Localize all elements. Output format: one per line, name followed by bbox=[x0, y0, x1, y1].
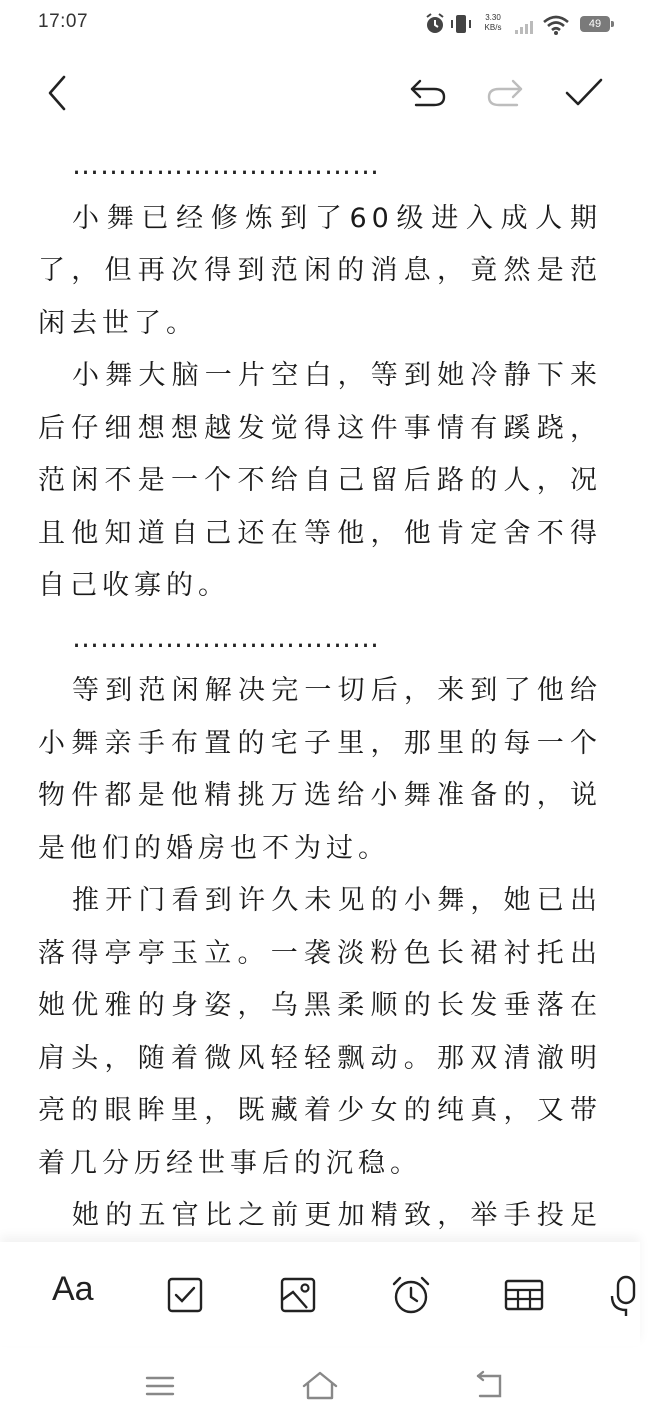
image-icon bbox=[275, 1272, 321, 1318]
status-time: 17:07 bbox=[38, 11, 89, 32]
editor-toolbar bbox=[0, 60, 640, 126]
done-check-icon bbox=[562, 71, 606, 115]
nav-back-button[interactable] bbox=[470, 1368, 510, 1404]
back-button[interactable] bbox=[36, 71, 80, 115]
voice-button[interactable] bbox=[610, 1272, 640, 1318]
home-button[interactable] bbox=[300, 1368, 340, 1404]
font-button[interactable] bbox=[52, 1270, 94, 1309]
table-icon bbox=[501, 1272, 547, 1318]
separator-dots: …………………………… bbox=[72, 622, 380, 654]
status-icons bbox=[420, 12, 620, 38]
paragraph: 小舞大脑一片空白，等到她冷静下来后仔细想想越发觉得这件事情有蹊跷，范闲不是一个不给自己留后路的人，况且他知道自己还在等他，他肯定舍不得自己收寡的。 bbox=[38, 360, 602, 601]
redo-button[interactable] bbox=[483, 71, 527, 115]
paragraph: 等到范闲解决完一切后，来到了他给小舞亲手布置的宅子里，那里的每一个物件都是他精挑万选给小舞准备的，说是他们的婚房也不为过。 bbox=[38, 675, 602, 864]
back-arrow-icon bbox=[36, 71, 80, 115]
system-nav-bar bbox=[0, 1346, 640, 1427]
alarm-clock-icon bbox=[388, 1272, 434, 1318]
signal-icon bbox=[514, 20, 536, 34]
checklist-button[interactable] bbox=[162, 1272, 208, 1318]
network-speed bbox=[478, 13, 508, 33]
battery-icon bbox=[580, 16, 610, 32]
battery-level: 49 bbox=[588, 18, 602, 30]
microphone-icon bbox=[610, 1272, 656, 1318]
image-button[interactable] bbox=[275, 1272, 321, 1318]
table-button[interactable] bbox=[501, 1272, 547, 1318]
checklist-icon bbox=[162, 1272, 208, 1318]
menu-icon bbox=[140, 1368, 180, 1404]
redo-icon bbox=[483, 71, 527, 115]
status-bar bbox=[0, 0, 640, 48]
done-button[interactable] bbox=[562, 71, 606, 115]
recent-apps-button[interactable] bbox=[140, 1368, 180, 1404]
alarm-icon bbox=[424, 12, 446, 36]
back-icon bbox=[470, 1368, 510, 1404]
undo-button[interactable] bbox=[406, 71, 450, 115]
paragraph: 推开门看到许久未见的小舞，她已出落得亭亭玉立。一袭淡粉色长裙衬托出她优雅的身姿，乌黑柔顺的长发垂落在肩头，随着微风轻轻飘动。那双清澈明亮的眼眸里，既藏着少女的纯真，又带着几分历经世事后的沉稳。 bbox=[38, 885, 602, 1179]
undo-icon bbox=[406, 71, 450, 115]
net-speed-value: 3.30 bbox=[485, 13, 501, 22]
net-speed-unit: KB/s bbox=[484, 23, 502, 32]
reminder-button[interactable] bbox=[388, 1272, 434, 1318]
vibrate-icon bbox=[450, 12, 472, 36]
note-content[interactable] bbox=[38, 140, 602, 1240]
font-icon: Aa bbox=[52, 1270, 94, 1308]
format-toolbar bbox=[0, 1242, 640, 1346]
paragraph: 小舞已经修炼到了60级进入成人期了，但再次得到范闲的消息，竟然是范闲去世了。 bbox=[38, 202, 602, 339]
home-icon bbox=[300, 1368, 340, 1404]
separator-dots: …………………………… bbox=[72, 150, 380, 181]
wifi-icon bbox=[542, 14, 570, 36]
paragraph: 她的五官比之前更加精致，举手投足 bbox=[72, 1200, 602, 1231]
